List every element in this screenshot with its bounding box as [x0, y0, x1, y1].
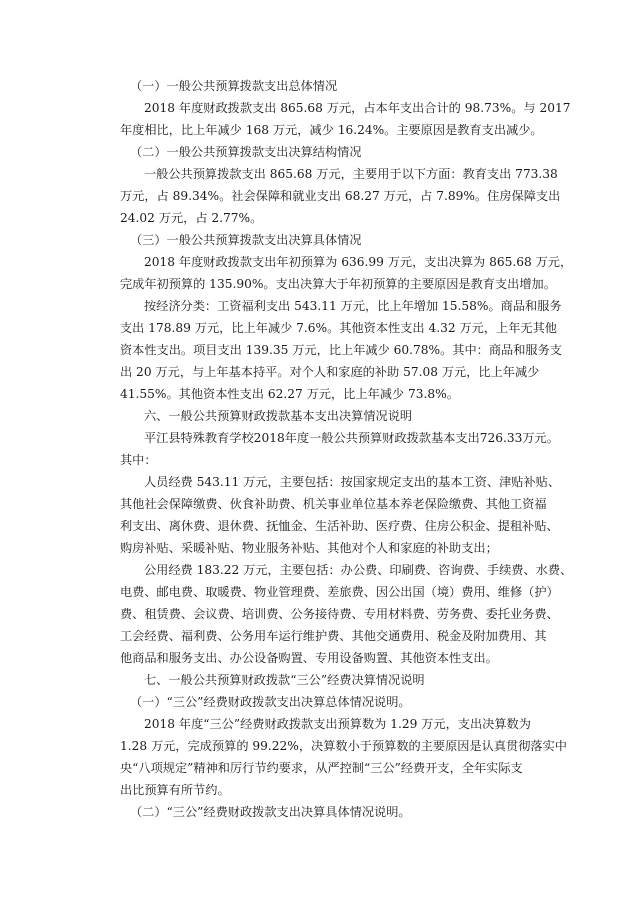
paragraph-line: 2018 年度财政拨款支出 865.68 万元，占本年支出合计的 98.73%。与 2017 [144, 101, 571, 115]
paragraph-line: 出 20 万元，与上年基本持平。对个人和家庭的补助 57.08 万元，比上年减少 [120, 365, 540, 379]
paragraph-line: 其他社会保障缴费、伙食补助费、机关事业单位基本养老保险缴费、其他工资福 [120, 497, 547, 511]
paragraph-line: 电费、邮电费、取暖费、物业管理费、差旅费、因公出国（境）费用、维修（护） [120, 585, 559, 599]
paragraph-line: 完成年初预算的 135.90%。支出决算大于年初预算的主要原因是教育支出增加。 [120, 277, 556, 291]
paragraph-line: 其中： [120, 453, 157, 467]
paragraph-line: 万元，占 89.34%。社会保障和就业支出 68.27 万元，占 7.89%。住房保障支出 [120, 189, 561, 203]
document-body [120, 75, 573, 823]
section-heading-2: （二）一般公共预算拨款支出决算结构情况 [130, 145, 362, 159]
paragraph-line: 人员经费 543.11 万元，主要包括：按国家规定支出的基本工资、津贴补贴、 [144, 475, 561, 489]
paragraph-line: 2018 年度“三公”经费财政拨款支出预算数为 1.29 万元，支出决算数为 [144, 717, 531, 731]
paragraph-line: 2018 年度财政拨款支出年初预算为 636.99 万元，支出决算为 865.68 万元， [144, 255, 573, 269]
paragraph-line: 41.55%。其他资本性支出 62.27 万元，比上年减少 73.8%。 [120, 387, 459, 401]
paragraph-line: 一般公共预算拨款支出 865.68 万元，主要用于以下方面：教育支出 773.38 [144, 167, 558, 181]
subsection-heading: （一）“三公”经费财政拨款支出决算总体情况说明。 [130, 695, 411, 709]
paragraph-line: 他商品和服务支出、办公设备购置、专用设备购置、其他资本性支出。 [120, 651, 498, 665]
paragraph-line: 费、租赁费、会议费、培训费、公务接待费、专用材料费、劳务费、委托业务费、 [120, 607, 559, 621]
paragraph-line: 央“八项规定”精神和厉行节约要求，从严控制“三公”经费开支，全年实际支 [120, 761, 523, 775]
paragraph-line: 24.02 万元，占 2.77%。 [120, 211, 263, 225]
paragraph-line: 购房补贴、采暖补贴、物业服务补贴、其他对个人和家庭的补助支出； [120, 541, 498, 555]
section-heading-3: （三）一般公共预算拨款支出决算具体情况 [130, 233, 362, 247]
section-heading-7: 七、一般公共预算财政拨款“三公”经费决算情况说明 [144, 673, 425, 687]
section-heading-6: 六、一般公共预算财政拨款基本支出决算情况说明 [144, 409, 413, 423]
subsection-heading: （二）“三公”经费财政拨款支出决算具体情况说明。 [130, 805, 411, 819]
paragraph-line: 工会经费、福利费、公务用车运行维护费、其他交通费用、税金及附加费用、其 [120, 629, 547, 643]
paragraph-line: 公用经费 183.22 万元，主要包括：办公费、印刷费、咨询费、手续费、水费、 [144, 563, 573, 577]
paragraph-line: 年度相比，比上年减少 168 万元，减少 16.24%。主要原因是教育支出减少。 [120, 123, 543, 137]
paragraph-line: 1.28 万元，完成预算的 99.22%，决算数小于预算数的主要原因是认真贯彻落实中 [120, 739, 567, 753]
section-heading-1: （一）一般公共预算拨款支出总体情况 [130, 79, 338, 93]
paragraph-line: 支出 178.89 万元，比上年减少 7.6%。其他资本性支出 4.32 万元，上年无其他 [120, 321, 557, 335]
paragraph-line: 出比预算有所节约。 [120, 783, 230, 797]
paragraph-line: 资本性支出。项目支出 139.35 万元，比上年减少 60.78%。其中：商品和服务支 [120, 343, 562, 357]
paragraph-line: 利支出、离休费、退休费、抚恤金、生活补助、医疗费、住房公积金、提租补贴、 [120, 519, 559, 533]
paragraph-line: 平江县特殊教育学校2018年度一般公共预算财政拨款基本支出726.33万元。 [144, 431, 559, 445]
paragraph-line: 按经济分类：工资福利支出 543.11 万元，比上年增加 15.58%。商品和服务 [144, 299, 562, 313]
